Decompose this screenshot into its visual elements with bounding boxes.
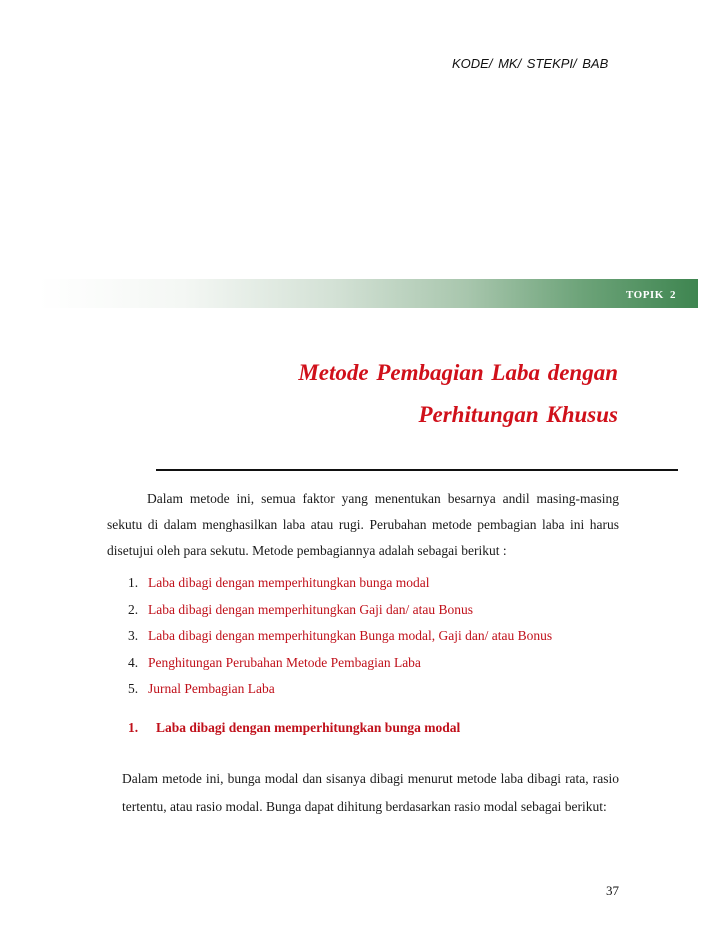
intro-paragraph [107,486,619,564]
list-item-number: 3. [128,628,139,643]
list-item [128,626,552,653]
list-item-text: Laba dibagi dengan memperhitungkan bunga modal [148,575,430,590]
page-number: 37 [606,883,619,898]
list-item-number: 2. [128,601,139,617]
list-item [128,679,552,706]
topic-label: TOPIK 2 [626,289,677,301]
list-item-text: Laba dibagi dengan memperhitungkan Bunga modal, Gaji dan/ atau Bonus [148,628,553,643]
section-heading-text: Laba dibagi dengan memperhitungkan bunga modal [156,720,461,735]
intro-text: Dalam metode ini, semua faktor yang menentukan besarnya andil masing-masing sekutu di dalam menghasilkan laba atau rugi. Perubahan metode pembagian laba ini harus disetujui oleh para sekutu. Metode pembagiannya adalah sebagai berikut : [107,491,619,558]
list-item [128,600,552,627]
section-body-paragraph: Dalam metode ini, bunga modal dan sisanya dibagi menurut metode laba dibagi rata, rasio tertentu, atau rasio modal. Bunga dapat dihitung berdasarkan rasio modal sebagai berikut: [122,771,619,814]
list-item-number: 4. [128,654,139,670]
section-number: 1. [128,720,139,735]
section-heading [128,720,460,736]
list-item-number: 1. [128,575,139,590]
method-list [128,573,552,706]
list-item-text: Laba dibagi dengan memperhitungkan Gaji dan/ atau Bonus [148,601,474,617]
list-item-text: Penghitungan Perubahan Metode Pembagian Laba [148,654,421,670]
list-item-text: Jurnal Pembagian Laba [148,681,275,696]
list-item-number: 5. [128,681,139,696]
list-item [128,653,552,680]
chapter-title-line-2: Perhitungan Khusus [418,402,618,427]
chapter-title-line-1: Metode Pembagian Laba dengan [298,360,618,385]
topic-band [38,279,698,308]
list-item [128,573,552,600]
document-code: KODE/ MK/ STEKPI/ BAB [452,56,609,71]
title-divider [156,469,678,471]
